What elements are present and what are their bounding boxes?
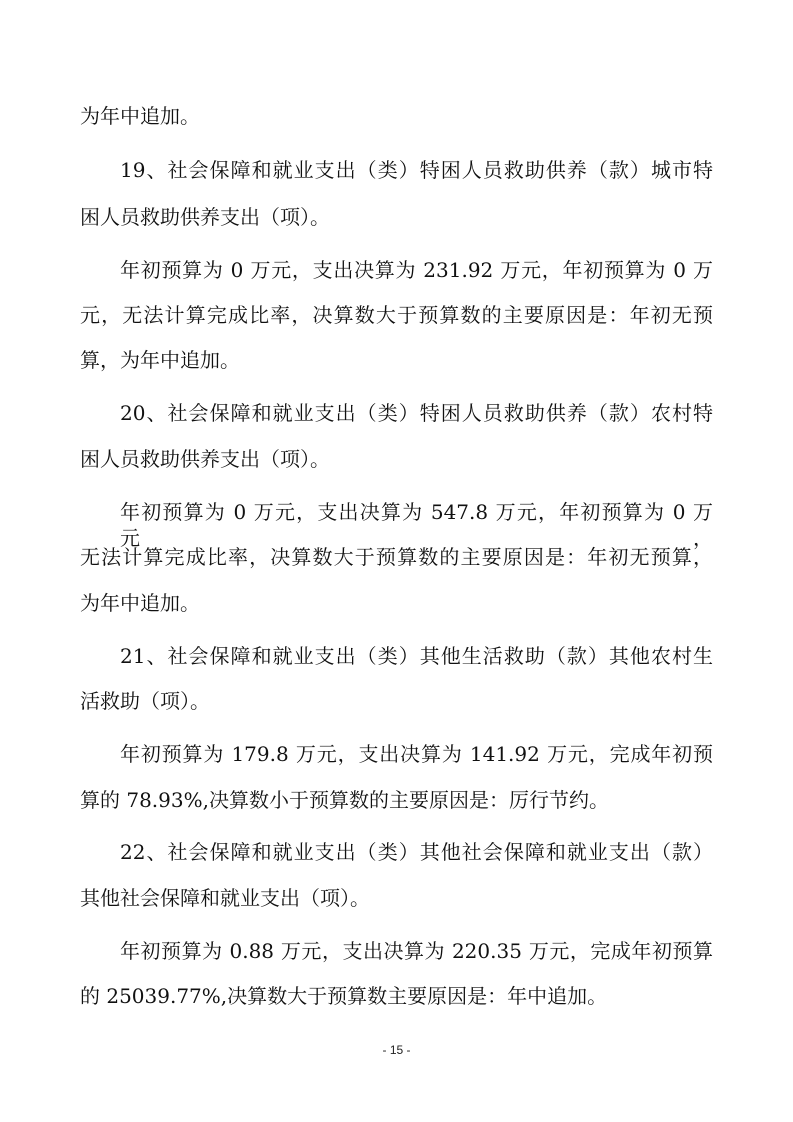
- text-line: 年初预算为 179.8 万元，支出决算为 141.92 万元，完成年初预: [120, 742, 713, 766]
- text-line: 年初预算为 0.88 万元，支出决算为 220.35 万元，完成年初预算: [120, 939, 713, 963]
- text-line: 算，为年中追加。: [80, 348, 240, 372]
- text-line: 年初预算为 0 万元，支出决算为 231.92 万元，年初预算为 0 万: [120, 258, 713, 282]
- text-line: 活救助（项）。: [80, 689, 210, 713]
- text-line: 22、社会保障和就业支出（类）其他社会保障和就业支出（款）: [120, 840, 713, 864]
- text-line: 的 25039.77%,决算数大于预算数主要原因是：年中追加。: [80, 984, 608, 1008]
- page-number: - 15 -: [382, 1043, 411, 1057]
- text-line: 其他社会保障和就业支出（项）。: [80, 886, 370, 910]
- text-line: 困人员救助供养支出（项）。: [80, 447, 330, 471]
- text-line: 困人员救助供养支出（项）。: [80, 205, 330, 229]
- text-line: 无法计算完成比率，决算数大于预算数的主要原因是：年初无预算，: [80, 545, 713, 569]
- text-line: 元，无法计算完成比率，决算数大于预算数的主要原因是：年初无预: [80, 303, 713, 327]
- text-line: 21、社会保障和就业支出（类）其他生活救助（款）其他农村生: [120, 644, 713, 668]
- text-line: 19、社会保障和就业支出（类）特困人员救助供养（款）城市特: [120, 158, 713, 182]
- text-line: 年初预算为 0 万元，支出决算为 547.8 万元，年初预算为 0 万元，: [120, 500, 713, 550]
- text-line: 为年中追加。: [80, 104, 200, 128]
- text-line: 算的 78.93%,决算数小于预算数的主要原因是：厉行节约。: [80, 788, 609, 812]
- text-line: 为年中追加。: [80, 591, 200, 615]
- text-line: 20、社会保障和就业支出（类）特困人员救助供养（款）农村特: [120, 401, 713, 425]
